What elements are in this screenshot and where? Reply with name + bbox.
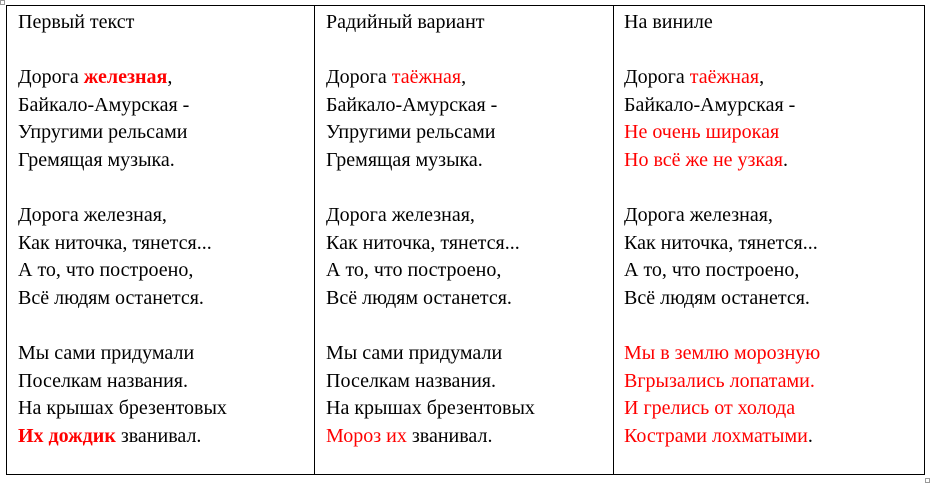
highlighted-text: Их дождик: [18, 424, 116, 447]
verse-text: Гремящая музыка.: [326, 148, 483, 171]
verse-text: Упругими рельсами: [18, 121, 188, 144]
table-cell-first-text[interactable]: [7, 6, 315, 475]
verse-line: [18, 230, 314, 258]
verse-line: [18, 119, 314, 147]
stanza-gap: [18, 175, 314, 203]
verse-line: [18, 395, 314, 423]
verse-block: [326, 37, 613, 451]
verse-line: [624, 257, 924, 285]
highlighted-text: Но всё же не узкая: [624, 148, 783, 171]
stanza-gap: [326, 313, 613, 341]
verse-line: [624, 147, 924, 175]
verse-text: На крышах брезентовых: [18, 397, 227, 420]
cell-content: [315, 6, 613, 451]
verse-text: На крышах брезентовых: [326, 397, 535, 420]
verse-line: [326, 202, 613, 230]
verse-line: [18, 202, 314, 230]
verse-line: [624, 92, 924, 120]
verse-line: [624, 202, 924, 230]
verse-text: Всё людям останется.: [18, 286, 204, 309]
verse-text: ,: [167, 66, 173, 89]
table-move-handle[interactable]: [0, 0, 5, 5]
verse-text: Мы сами придумали: [18, 342, 195, 365]
verse-line: [624, 395, 924, 423]
verse-line: [18, 257, 314, 285]
verse-line: [18, 147, 314, 175]
verse-text: А то, что построено,: [624, 259, 800, 282]
column-title: На виниле: [624, 11, 713, 33]
highlighted-text: Мороз их: [326, 424, 407, 447]
verse-line: [18, 285, 314, 313]
verse-line: [326, 230, 613, 258]
verse-text: Как ниточка, тянется...: [18, 231, 212, 254]
verse-text: .: [782, 148, 788, 171]
verse-line: [326, 64, 613, 92]
stanza-gap: [18, 37, 314, 65]
verse-text: Как ниточка, тянется...: [624, 231, 818, 254]
table-resize-handle[interactable]: [925, 478, 930, 483]
stanza-gap: [326, 37, 613, 65]
verse-text: Гремящая музыка.: [18, 148, 175, 171]
verse-text: Всё людям останется.: [624, 286, 810, 309]
verse-text: Байкало-Амурская -: [624, 93, 796, 116]
verse-block: [18, 37, 314, 451]
verse-text: Дорога железная,: [624, 204, 773, 227]
verse-text: Дорога: [18, 66, 84, 89]
verse-text: Всё людям останется.: [326, 286, 512, 309]
highlighted-text: таёжная: [391, 66, 462, 89]
column-title: Первый текст: [18, 11, 135, 33]
verse-text: Байкало-Амурская -: [18, 93, 190, 116]
cell-content: [7, 6, 314, 451]
verse-line: [624, 230, 924, 258]
highlighted-text: железная: [83, 66, 168, 89]
verse-text: Поселкам названия.: [326, 369, 497, 392]
verse-line: [18, 64, 314, 92]
stanza-gap: [326, 175, 613, 203]
table-row: [7, 6, 925, 475]
verse-line: [624, 368, 924, 396]
verse-line: [326, 119, 613, 147]
stanza-gap: [18, 313, 314, 341]
verse-block: [624, 37, 924, 451]
verse-text: Поселкам названия.: [18, 369, 189, 392]
highlighted-text: И грелись от холода: [624, 397, 796, 420]
verse-line: [326, 285, 613, 313]
cell-content: [614, 6, 924, 451]
verse-text: ,: [759, 66, 765, 89]
verse-line: [326, 92, 613, 120]
verse-line: [624, 423, 924, 451]
verse-line: [326, 147, 613, 175]
verse-line: [624, 64, 924, 92]
verse-line: [624, 285, 924, 313]
verse-text: Как ниточка, тянется...: [326, 231, 520, 254]
table-cell-radio-version[interactable]: [315, 6, 614, 475]
verse-text: Байкало-Амурская -: [326, 93, 498, 116]
verse-text: А то, что построено,: [326, 259, 502, 282]
stanza-gap: [624, 37, 924, 65]
verse-line: [18, 423, 314, 451]
verse-text: Дорога железная,: [326, 204, 475, 227]
table-cell-vinyl-version[interactable]: [614, 6, 925, 475]
verse-line: [18, 92, 314, 120]
verse-line: [18, 368, 314, 396]
highlighted-text: таёжная: [689, 66, 760, 89]
verse-line: [18, 340, 314, 368]
lyrics-comparison-table: [6, 5, 925, 475]
stanza-gap: [624, 175, 924, 203]
verse-text: ,: [461, 66, 467, 89]
highlighted-text: Не очень широкая: [624, 121, 780, 144]
verse-line: [326, 423, 613, 451]
verse-line: [326, 395, 613, 423]
verse-text: Дорога: [326, 66, 392, 89]
stanza-gap: [624, 313, 924, 341]
verse-line: [326, 257, 613, 285]
verse-text: А то, что построено,: [18, 259, 194, 282]
verse-text: званивал.: [406, 424, 493, 447]
verse-line: [624, 119, 924, 147]
verse-line: [326, 368, 613, 396]
column-title: Радийный вариант: [326, 11, 485, 33]
highlighted-text: Мы в землю морозную: [624, 342, 821, 365]
verse-line: [624, 340, 924, 368]
verse-text: Мы сами придумали: [326, 342, 503, 365]
verse-text: .: [807, 424, 813, 447]
highlighted-text: Вгрызались лопатами.: [624, 369, 815, 392]
verse-text: Дорога: [624, 66, 690, 89]
highlighted-text: Кострами лохматыми: [624, 424, 808, 447]
verse-text: Дорога железная,: [18, 204, 167, 227]
verse-line: [326, 340, 613, 368]
verse-text: званивал.: [115, 424, 202, 447]
verse-text: Упругими рельсами: [326, 121, 496, 144]
